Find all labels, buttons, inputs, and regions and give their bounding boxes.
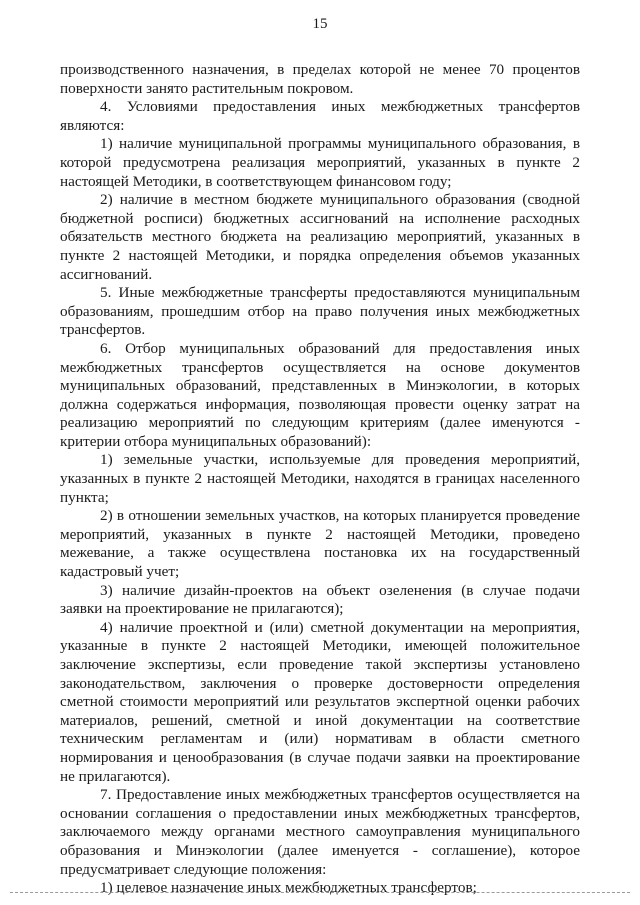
document-body xyxy=(60,61,580,898)
paragraph-clause-6-item-1: 1) земельные участки, используемые для проведения мероприятий, указанных в пункте 2 настоящей Методики, находятся в границах населенного пункта; xyxy=(60,451,580,506)
paragraph-clause-4-item-1: 1) наличие муниципальной программы муниципального образования, в которой предусмотрена реализация мероприятий, указанных в пункте 2 настоящей Методики, в соответствующем финансовом году; xyxy=(60,135,580,190)
page-number: 15 xyxy=(312,16,328,32)
paragraph-clause-6-item-3: 3) наличие дизайн-проектов на объект озеленения (в случае подачи заявки на проектирование не прилагаются); xyxy=(60,581,580,618)
paragraph-clause-6-item-2: 2) в отношении земельных участков, на которых планируется проведение мероприятий, указанных в пункте 2 настоящей Методики, проведено межевание, а также осуществлена постановка их на государственный кадастровый учет; xyxy=(60,507,580,581)
paragraph-clause-7: 7. Предоставление иных межбюджетных трансфертов осуществляется на основании соглашения о предоставлении иных межбюджетных трансфертов, заключаемого между органами местного самоуправления муниципального образования и Минэкологии (далее именуется - соглашение), которое предусматривает следующие положения: xyxy=(60,786,580,878)
paragraph-continuation: производственного назначения, в пределах которой не менее 70 процентов поверхности занято растительным покровом. xyxy=(60,61,580,97)
page-bottom-divider xyxy=(10,892,630,893)
paragraph-clause-6: 6. Отбор муниципальных образований для предоставления иных межбюджетных трансфертов осуществляется на основе документов муниципальных образований, представленных в Минэкологии, в которых должна содержаться информация, позволяющая провести оценку затрат на реализацию мероприятий по следующим критериям (далее именуются - критерии отбора муниципальных образований): xyxy=(60,339,580,450)
paragraph-clause-6-item-4: 4) наличие проектной и (или) сметной документации на мероприятия, указанные в пункте 2 настоящей Методики, имеющей положительное заключение экспертизы, если проведение такой экспертизы установлено законодательством, заключения о проверке достоверности определения сметной стоимости мероприятий или результатов экспертной оценки рабочих материалов, решений, сметной и иной документации на соответствие техническим регламентам и (или) нормативам в области сметного нормирования и ценообразования (в случае подачи заявки на проектирование не прилагаются). xyxy=(60,618,580,785)
paragraph-clause-5: 5. Иные межбюджетные трансферты предоставляются муниципальным образованиям, прошедшим отбор на право получения иных межбюджетных трансфертов. xyxy=(60,284,580,339)
paragraph-clause-4: 4. Условиями предоставления иных межбюджетных трансфертов являются: xyxy=(60,98,580,134)
paragraph-clause-7-item-1: 1) целевое назначение иных межбюджетных трансфертов; xyxy=(100,879,477,897)
paragraph-clause-4-item-2: 2) наличие в местном бюджете муниципального образования (сводной бюджетной росписи) бюджетных ассигнований на исполнение расходных обязательств местного бюджета на реализацию мероприятий, указанных в пункте 2 настоящей Методики, и порядка определения объемов указанных ассигнований. xyxy=(60,191,580,283)
